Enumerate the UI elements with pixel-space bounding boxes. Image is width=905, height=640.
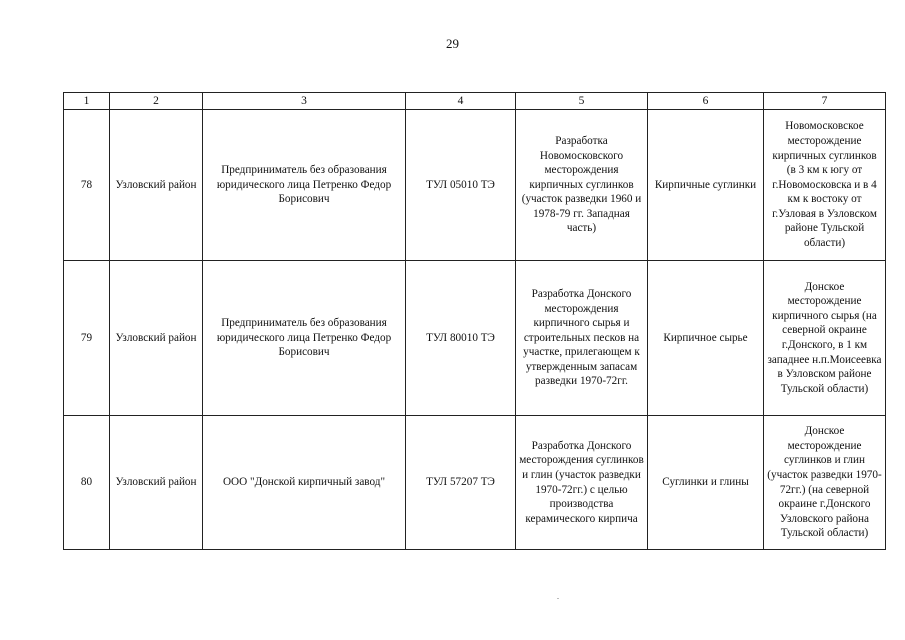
district-cell: Узловский район [110,110,203,261]
purpose-cell: Разработка Донского месторождения кирпичного сырья и строительных песков на участке, прилегающем к утвержденным запасам разведки 1970-72гг. [516,261,648,416]
resource-cell: Кирпичные суглинки [648,110,764,261]
license-cell: ТУЛ 05010 ТЭ [406,110,516,261]
column-number-header-row [64,93,886,110]
row-number-cell: 80 [64,416,110,550]
column-header-7: 7 [764,93,886,110]
column-header-6: 6 [648,93,764,110]
column-header-5: 5 [516,93,648,110]
column-header-1: 1 [64,93,110,110]
column-header-4: 4 [406,93,516,110]
resource-cell: Кирпичное сырье [648,261,764,416]
owner-cell: ООО "Донской кирпичный завод" [203,416,406,550]
district-cell: Узловский район [110,416,203,550]
scan-speck [557,598,559,599]
location-cell: Донское месторождение суглинков и глин (участок разведки 1970-72гг.) (на северной окраине г.Донского Узловского района Тульской области) [764,416,886,550]
table-row [64,416,886,550]
license-cell: ТУЛ 57207 ТЭ [406,416,516,550]
column-header-2: 2 [110,93,203,110]
column-header-3: 3 [203,93,406,110]
owner-cell: Предприниматель без образования юридического лица Петренко Федор Борисович [203,110,406,261]
resource-cell: Суглинки и глины [648,416,764,550]
table-row [64,110,886,261]
row-number-cell: 78 [64,110,110,261]
page-number: 29 [446,36,459,51]
location-cell: Новомосковское месторождение кирпичных суглинков (в 3 км к югу от г.Новомосковска и в 4 км к востоку от г.Узловая в Узловском районе Тульской области) [764,110,886,261]
table-row [64,261,886,416]
license-cell: ТУЛ 80010 ТЭ [406,261,516,416]
license-registry-table [63,92,886,550]
owner-cell: Предприниматель без образования юридического лица Петренко Федор Борисович [203,261,406,416]
district-cell: Узловский район [110,261,203,416]
purpose-cell: Разработка Новомосковского месторождения кирпичных суглинков (участок разведки 1960 и 1978-79 гг. Западная часть) [516,110,648,261]
row-number-cell: 79 [64,261,110,416]
purpose-cell: Разработка Донского месторождения суглинков и глин (участок разведки 1970-72гг.) с целью производства керамического кирпича [516,416,648,550]
location-cell: Донское месторождение кирпичного сырья (на северной окраине г.Донского, в 1 км западнее н.п.Моисеевка в Узловском районе Тульской области) [764,261,886,416]
